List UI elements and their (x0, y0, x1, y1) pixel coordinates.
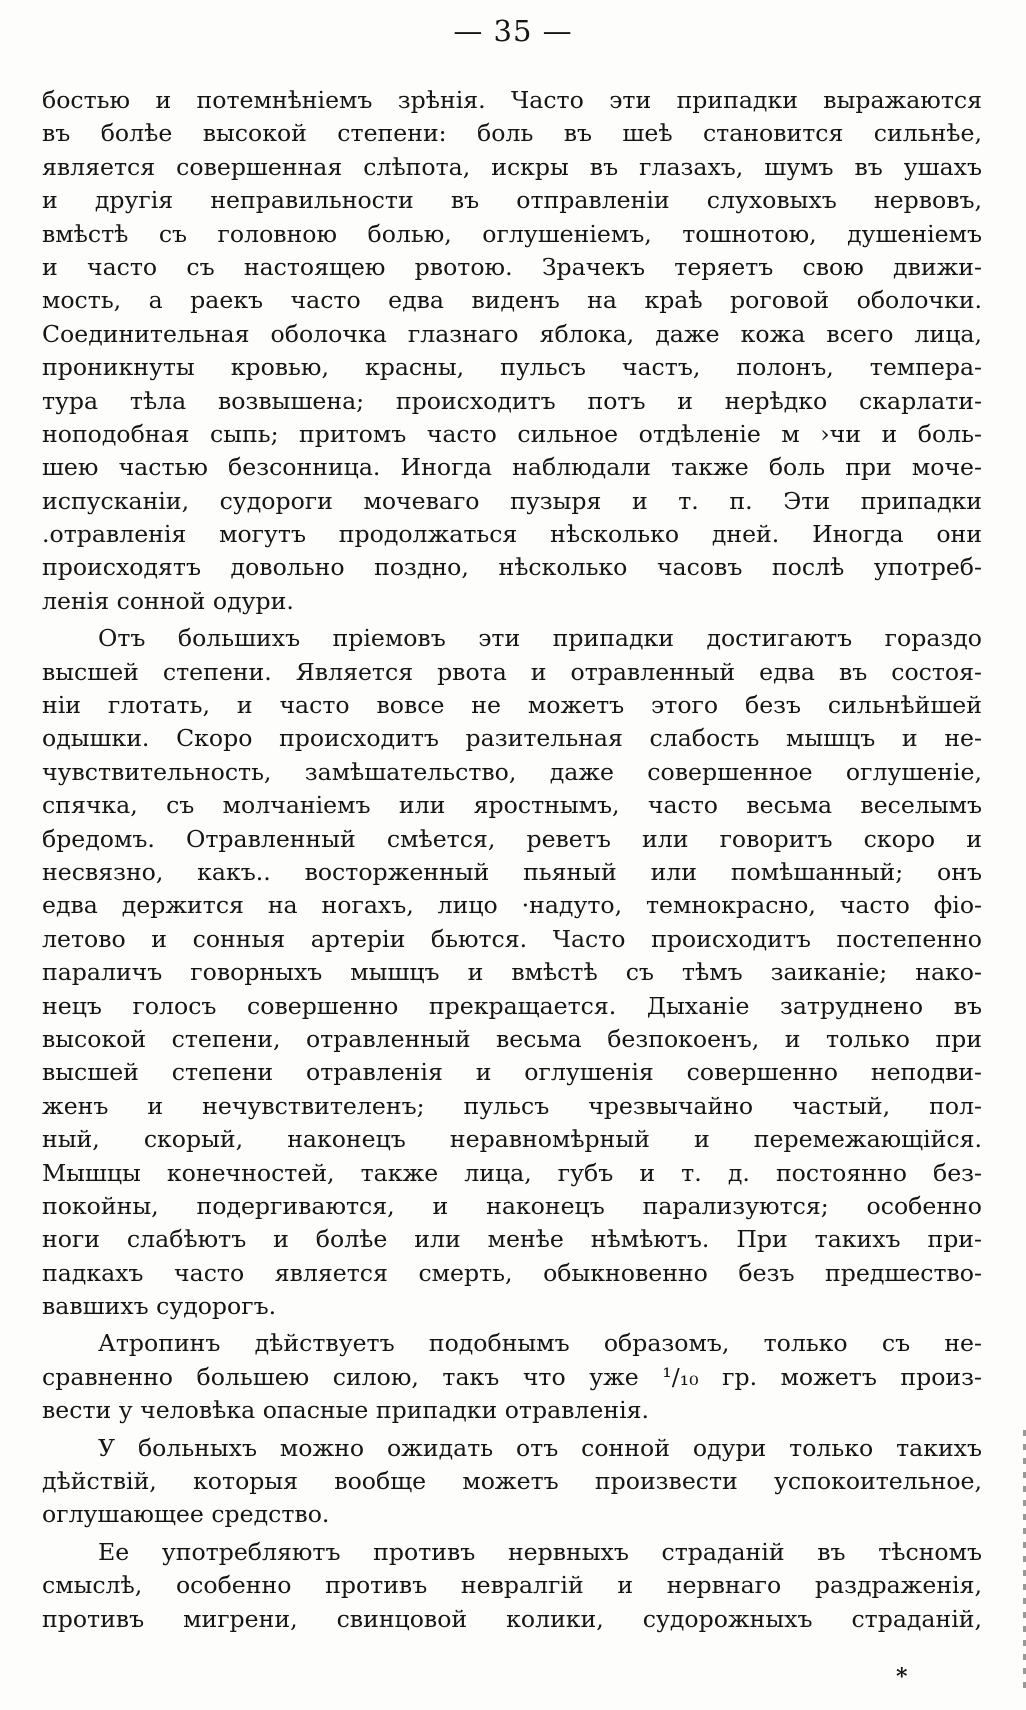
text-line: ноподобная сыпь; притомъ часто сильное отдѣленіе м ›чи и боль- (42, 419, 982, 448)
text-line: нецъ голосъ совершенно прекращается. Дыханіе затруднено въ (42, 991, 982, 1020)
text-line: Соединительная оболочка глазнаго яблока, даже кожа всего лица, (42, 319, 982, 348)
footer-mark: * (896, 1664, 908, 1690)
paragraph (42, 622, 982, 1323)
text-line: чувствительность, замѣшательство, даже совершенное оглушеніе, (42, 757, 982, 786)
text-line: ніи глотать, и часто вовсе не можетъ этого безъ сильнѣйшей (42, 691, 982, 720)
text-line: падкахъ часто является смерть, обыкновенно безъ предшество- (42, 1258, 982, 1287)
text-line: смыслѣ, особенно противъ невралгій и нервнаго раздраженія, (42, 1571, 982, 1600)
text-line: высшей степени. Является рвота и отравленный едва въ состоя- (42, 657, 982, 686)
paragraph (42, 84, 982, 618)
paragraph (42, 1536, 982, 1636)
text-line: едва держится на ногахъ, лицо ·надуто, темнокрасно, часто фіо- (42, 891, 982, 920)
text-line: мость, а раекъ часто едва виденъ на краѣ роговой оболочки. (42, 286, 982, 315)
text-line: испусканіи, судороги мочеваго пузыря и т. п. Эти припадки (42, 486, 982, 515)
text-line: и часто съ настоящею рвотою. Зрачекъ теряетъ свою движи- (42, 252, 982, 281)
text-line: противъ мигрени, свинцовой колики, судорожныхъ страданій, (42, 1604, 982, 1633)
text-line: шею частью безсонница. Иногда наблюдали также боль при моче- (42, 453, 982, 482)
text-line: бредомъ. Отравленный смѣется, реветъ или говоритъ скоро и (42, 824, 982, 853)
text-line: вавшихъ судорогъ. (42, 1292, 277, 1321)
text-line: въ болѣе высокой степени: боль въ шеѣ становится сильнѣе, (42, 119, 982, 148)
text-line: летово и сонныя артеріи бьются. Часто происходитъ постепенно (42, 924, 982, 953)
text-line: вмѣстѣ съ головною болью, оглушеніемъ, тошнотою, душеніемъ (42, 219, 982, 248)
page-number: — 35 — (453, 14, 573, 48)
paragraph (42, 1432, 982, 1532)
text-line: оглушающее средство. (42, 1500, 330, 1529)
paragraph (42, 1327, 982, 1427)
text-line: Ее употребляютъ противъ нервныхъ страданій въ тѣсномъ (98, 1537, 982, 1566)
text-line: ный, скорый, наконецъ неравномѣрный и перемежающійся. (42, 1125, 982, 1154)
text-line: высшей степени отравленія и оглушенія совершенно неподви- (42, 1058, 982, 1087)
body-text (42, 84, 982, 1636)
text-line: ноги слабѣютъ и болѣе или менѣе нѣмѣютъ. При такихъ при- (42, 1225, 982, 1254)
text-line: одышки. Скоро происходитъ разительная слабость мышцъ и не- (42, 724, 982, 753)
text-line: высокой степени, отравленный весьма безпокоенъ, и только при (42, 1024, 982, 1053)
text-line: и другія неправильности въ отправленіи слуховыхъ нервовъ, (42, 186, 982, 215)
text-line: ленія сонной одури. (42, 586, 294, 615)
text-line: дѣйствій, которыя вообще можетъ произвести успокоительное, (42, 1467, 982, 1496)
text-line: Атропинъ дѣйствуетъ подобнымъ образомъ, только съ не- (98, 1329, 982, 1358)
text-line: .отравленія могутъ продолжаться нѣсколько дней. Иногда они (42, 520, 982, 549)
text-line: тура тѣла возвышена; происходитъ потъ и нерѣдко скарлати- (42, 386, 982, 415)
text-line: У больныхъ можно ожидать отъ сонной одури только такихъ (98, 1433, 982, 1462)
text-line: Отъ большихъ пріемовъ эти припадки достигаютъ гораздо (98, 624, 982, 653)
text-line: спячка, съ молчаніемъ или яростнымъ, часто весьма веселымъ (42, 791, 982, 820)
text-line: вести у человѣка опасные припадки отравленія. (42, 1396, 650, 1425)
text-line: происходятъ довольно поздно, нѣсколько часовъ послѣ употреб- (42, 553, 982, 582)
text-line: параличъ говорныхъ мышцъ и вмѣстѣ съ тѣмъ заиканіе; нако- (42, 958, 982, 987)
text-line: покойны, подергиваются, и наконецъ парализуются; особенно (42, 1191, 982, 1220)
text-line: женъ и нечувствителенъ; пульсъ чрезвычайно частый, пол- (42, 1091, 982, 1120)
text-line: сравненно большею силою, такъ что уже ¹/₁₀ гр. можетъ произ- (42, 1362, 982, 1391)
text-line: проникнуты кровью, красны, пульсъ частъ, полонъ, темпера- (42, 353, 982, 382)
text-line: несвязно, какъ.. восторженный пьяный или помѣшанный; онъ (42, 857, 982, 886)
text-line: является совершенная слѣпота, искры въ глазахъ, шумъ въ ушахъ (42, 152, 982, 181)
text-line: Мышцы конечностей, также лица, губъ и т. д. постоянно без- (42, 1158, 982, 1187)
text-line: бостью и потемнѣніемъ зрѣнія. Часто эти припадки выражаются (42, 86, 982, 114)
